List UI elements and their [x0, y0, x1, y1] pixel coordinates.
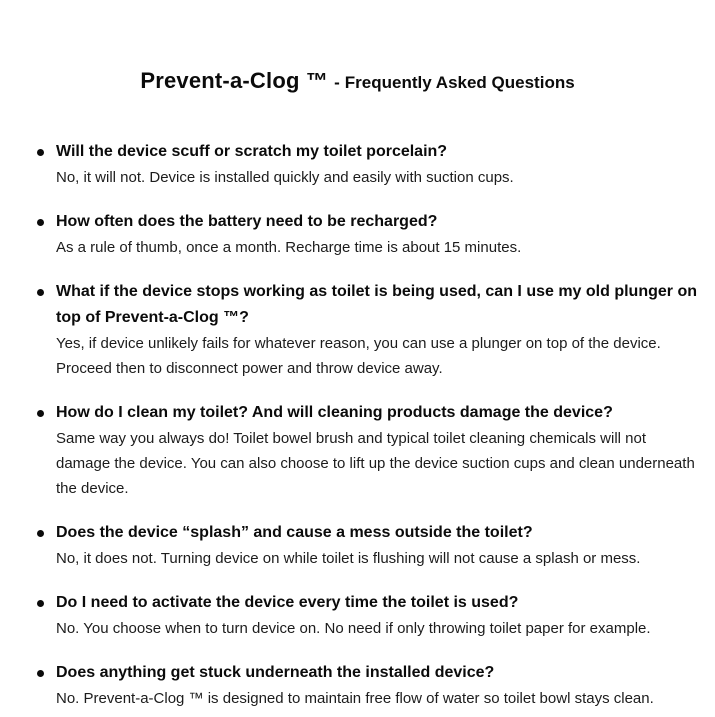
faq-question: Does the device “splash” and cause a mess outside the toilet? [56, 524, 533, 541]
faq-entry [56, 520, 704, 571]
bullet-icon [37, 530, 44, 537]
faq-entry [56, 660, 704, 711]
page-title [0, 66, 715, 99]
bullet-icon [37, 289, 44, 296]
faq-entry [56, 590, 704, 641]
faq-item [0, 520, 715, 571]
faq-answer: Yes, if device unlikely fails for whatever reason, you can use a plunger on top of the device. Proceed then to disconnect power and throw device away. [56, 335, 661, 377]
faq-item [0, 660, 715, 711]
faq-list [0, 139, 715, 711]
faq-entry [56, 400, 704, 501]
faq-question: How often does the battery need to be recharged? [56, 213, 438, 230]
faq-entry [56, 279, 704, 381]
faq-question: Does anything get stuck underneath the installed device? [56, 664, 495, 681]
faq-item [0, 209, 715, 260]
faq-answer: No. You choose when to turn device on. No need if only throwing toilet paper for example. [56, 620, 651, 637]
faq-answer: No, it will not. Device is installed quickly and easily with suction cups. [56, 169, 514, 186]
bullet-icon [37, 670, 44, 677]
bullet-icon [37, 600, 44, 607]
faq-item [0, 139, 715, 190]
faq-answer: As a rule of thumb, once a month. Recharge time is about 15 minutes. [56, 239, 522, 256]
faq-entry [56, 139, 704, 190]
page-subtitle: Frequently Asked Questions [344, 73, 575, 92]
faq-question: What if the device stops working as toilet is being used, can I use my old plunger on top of Prevent-a-Clog ™? [56, 283, 697, 326]
brand-name: Prevent-a-Clog ™ [140, 68, 329, 93]
title-separator: - [334, 73, 340, 92]
bullet-icon [37, 219, 44, 226]
bullet-icon [37, 149, 44, 156]
faq-question: Will the device scuff or scratch my toilet porcelain? [56, 143, 448, 160]
faq-question: How do I clean my toilet? And will cleaning products damage the device? [56, 404, 613, 421]
faq-item [0, 400, 715, 501]
faq-answer: Same way you always do! Toilet bowel brush and typical toilet cleaning chemicals will not damage the device. You can also choose to lift up the device suction cups and clean underneath the device. [56, 430, 695, 497]
faq-item [0, 279, 715, 381]
faq-answer: No. Prevent-a-Clog ™ is designed to maintain free flow of water so toilet bowl stays clean. [56, 690, 654, 707]
faq-item [0, 590, 715, 641]
bullet-icon [37, 410, 44, 417]
faq-answer: No, it does not. Turning device on while toilet is flushing will not cause a splash or mess. [56, 550, 641, 567]
faq-entry [56, 209, 704, 260]
faq-question: Do I need to activate the device every time the toilet is used? [56, 594, 519, 611]
